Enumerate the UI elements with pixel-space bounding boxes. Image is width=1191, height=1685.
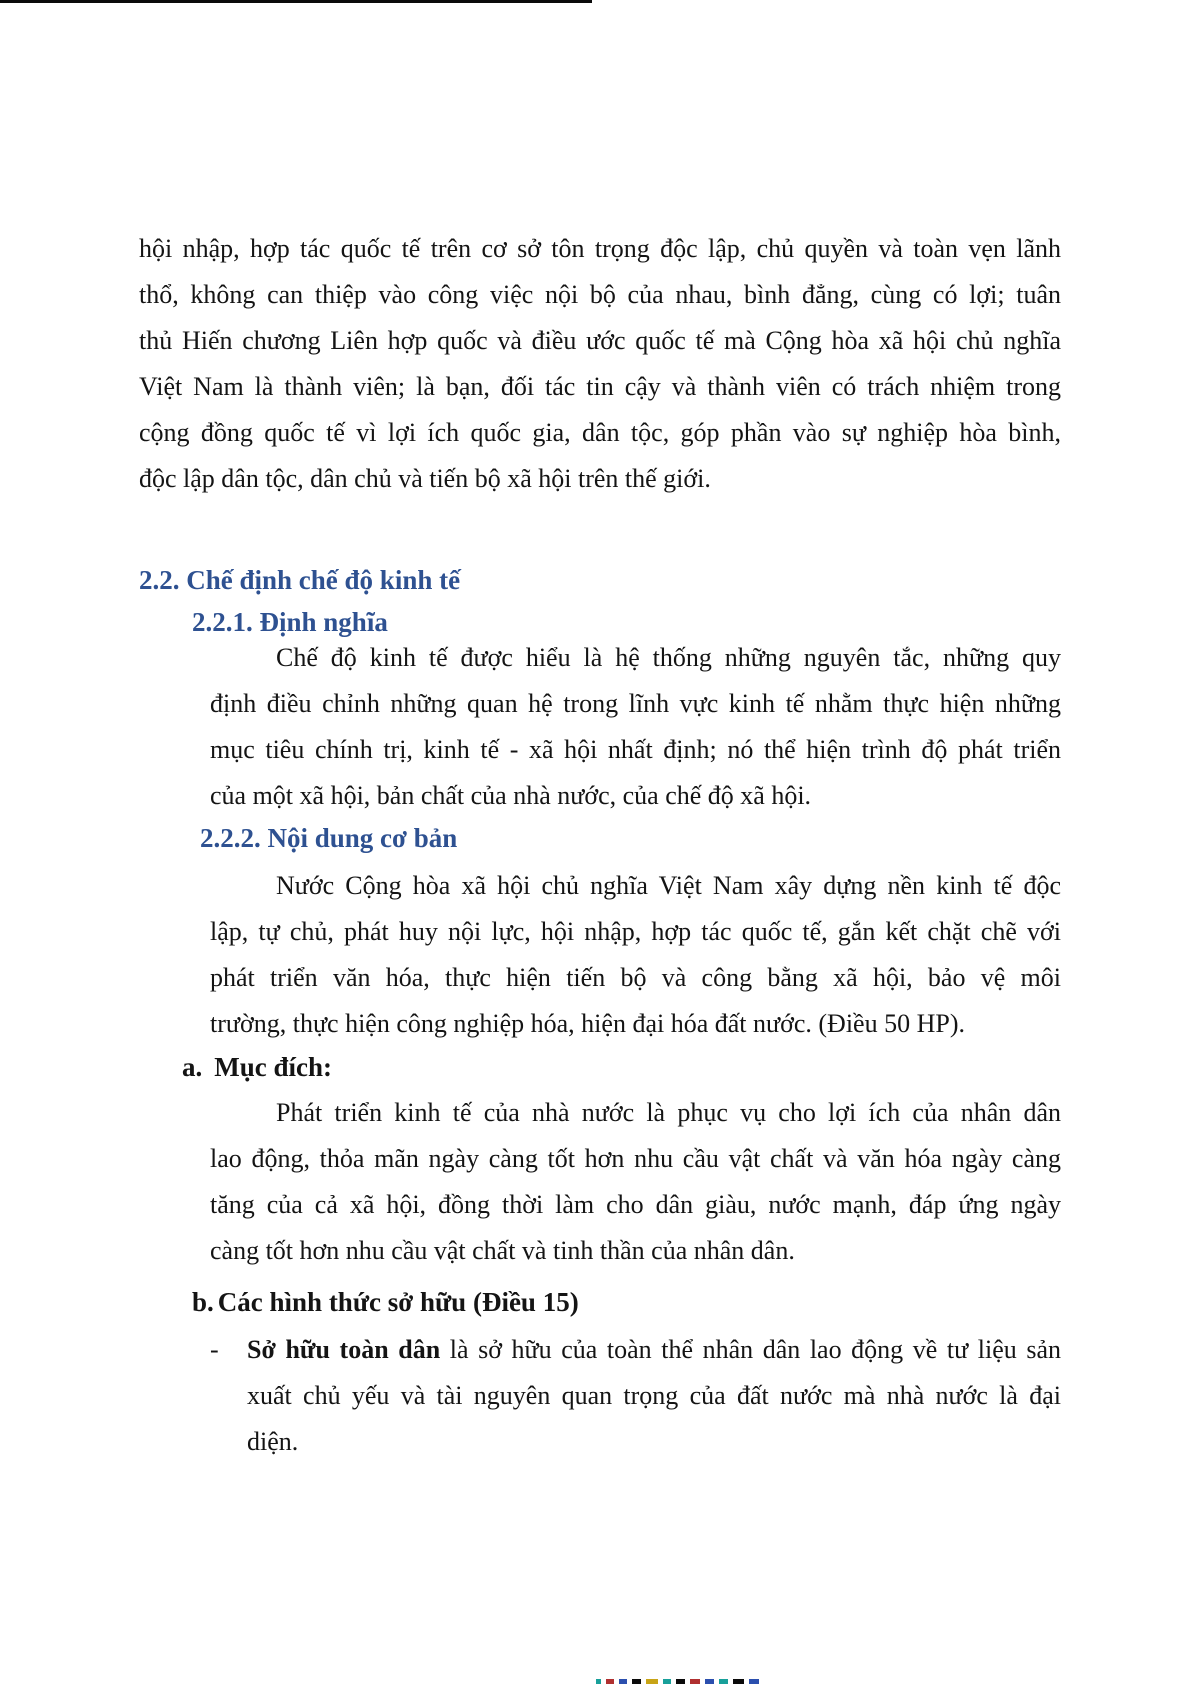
footer-color-fragment [619, 1679, 627, 1684]
text-line: Việt Nam là thành viên; là bạn, đối tác tin cậy và thành viên có trách nhiệm trong [139, 372, 1061, 401]
subsection-heading-definition: 2.2.1. Định nghĩa [192, 607, 388, 637]
text-line: cộng đồng quốc tế vì lợi ích quốc gia, dân tộc, góp phần vào sự nghiệp hòa bình, [139, 418, 1061, 447]
text-line: Phát triển kinh tế của nhà nước là phục vụ cho lợi ích của nhân dân [276, 1098, 1061, 1127]
footer-text-fragment [596, 1678, 759, 1684]
text-line: xuất chủ yếu và tài nguyên quan trọng của đất nước mà nhà nước là đại [247, 1381, 1061, 1410]
footer-rule [0, 0, 592, 3]
text-line: thủ Hiến chương Liên hợp quốc và điều ước quốc tế mà Cộng hòa xã hội chủ nghĩa [139, 326, 1061, 355]
text-line: của một xã hội, bản chất của nhà nước, của chế độ xã hội. [210, 781, 812, 810]
bullet-bold-lead: Sở hữu toàn dân [247, 1335, 441, 1364]
text-line: trường, thực hiện công nghiệp hóa, hiện đại hóa đất nước. (Điều 50 HP). [210, 1009, 965, 1038]
intro-paragraph [139, 226, 1061, 502]
text-line: Chế độ kinh tế được hiểu là hệ thống những nguyên tắc, những quy [276, 643, 1061, 672]
text-line: lao động, thỏa mãn ngày càng tốt hơn nhu cầu vật chất và văn hóa ngày càng [210, 1144, 1061, 1173]
footer-color-fragment [632, 1679, 641, 1684]
purpose-heading-marker: a. [182, 1052, 203, 1082]
purpose-paragraph [210, 1090, 1061, 1274]
text-line: độc lập dân tộc, dân chủ và tiến bộ xã hội trên thế giới. [139, 464, 711, 493]
text-line: càng tốt hơn nhu cầu vật chất và tinh thần của nhân dân. [210, 1236, 795, 1265]
subsection-heading-basic-content: 2.2.2. Nội dung cơ bản [200, 823, 458, 853]
bullet-dash: - [210, 1335, 219, 1364]
footer-color-fragment [606, 1679, 614, 1684]
purpose-heading-label: Mục đích: [214, 1052, 332, 1082]
bullet-first-line [247, 1327, 1061, 1373]
definition-paragraph [210, 635, 1061, 819]
bullet-continuation [247, 1373, 1061, 1465]
purpose-heading [182, 1044, 332, 1090]
ownership-heading [192, 1279, 579, 1325]
footer-color-fragment [690, 1679, 700, 1684]
text-line: Nước Cộng hòa xã hội chủ nghĩa Việt Nam xây dựng nền kinh tế độc [276, 871, 1061, 900]
ownership-heading-label: Các hình thức sở hữu (Điều 15) [217, 1287, 579, 1317]
footer-color-fragment [733, 1679, 744, 1684]
ownership-heading-marker: b. [192, 1287, 214, 1317]
footer-color-fragment [719, 1679, 728, 1684]
text-line: mục tiêu chính trị, kinh tế - xã hội nhất định; nó thể hiện trình độ phát triển [210, 735, 1061, 764]
footer-color-fragment [749, 1679, 759, 1684]
footer-color-fragment [646, 1679, 658, 1684]
footer-color-fragment [596, 1679, 601, 1684]
section-heading: 2.2. Chế định chế độ kinh tế [139, 565, 461, 595]
footer-color-fragment [705, 1679, 714, 1684]
text-line: tăng của cả xã hội, đồng thời làm cho dân giàu, nước mạnh, đáp ứng ngày [210, 1190, 1061, 1219]
text-line: diện. [247, 1427, 299, 1456]
ownership-bullet [247, 1327, 1061, 1465]
text-line: lập, tự chủ, phát huy nội lực, hội nhập, hợp tác quốc tế, gắn kết chặt chẽ với [210, 917, 1061, 946]
basic-content-paragraph [210, 863, 1061, 1047]
footer-color-fragment [663, 1679, 671, 1684]
text-line: thổ, không can thiệp vào công việc nội bộ của nhau, bình đẳng, cùng có lợi; tuân [139, 280, 1061, 309]
bullet-lead-rest: là sở hữu của toàn thể nhân dân lao động về tư liệu sản [449, 1335, 1062, 1364]
text-line: định điều chỉnh những quan hệ trong lĩnh vực kinh tế nhằm thực hiện những [210, 689, 1061, 718]
text-line: hội nhập, hợp tác quốc tế trên cơ sở tôn trọng độc lập, chủ quyền và toàn vẹn lãnh [139, 234, 1061, 263]
text-line: phát triển văn hóa, thực hiện tiến bộ và công bằng xã hội, bảo vệ môi [210, 963, 1061, 992]
footer-color-fragment [676, 1679, 685, 1684]
